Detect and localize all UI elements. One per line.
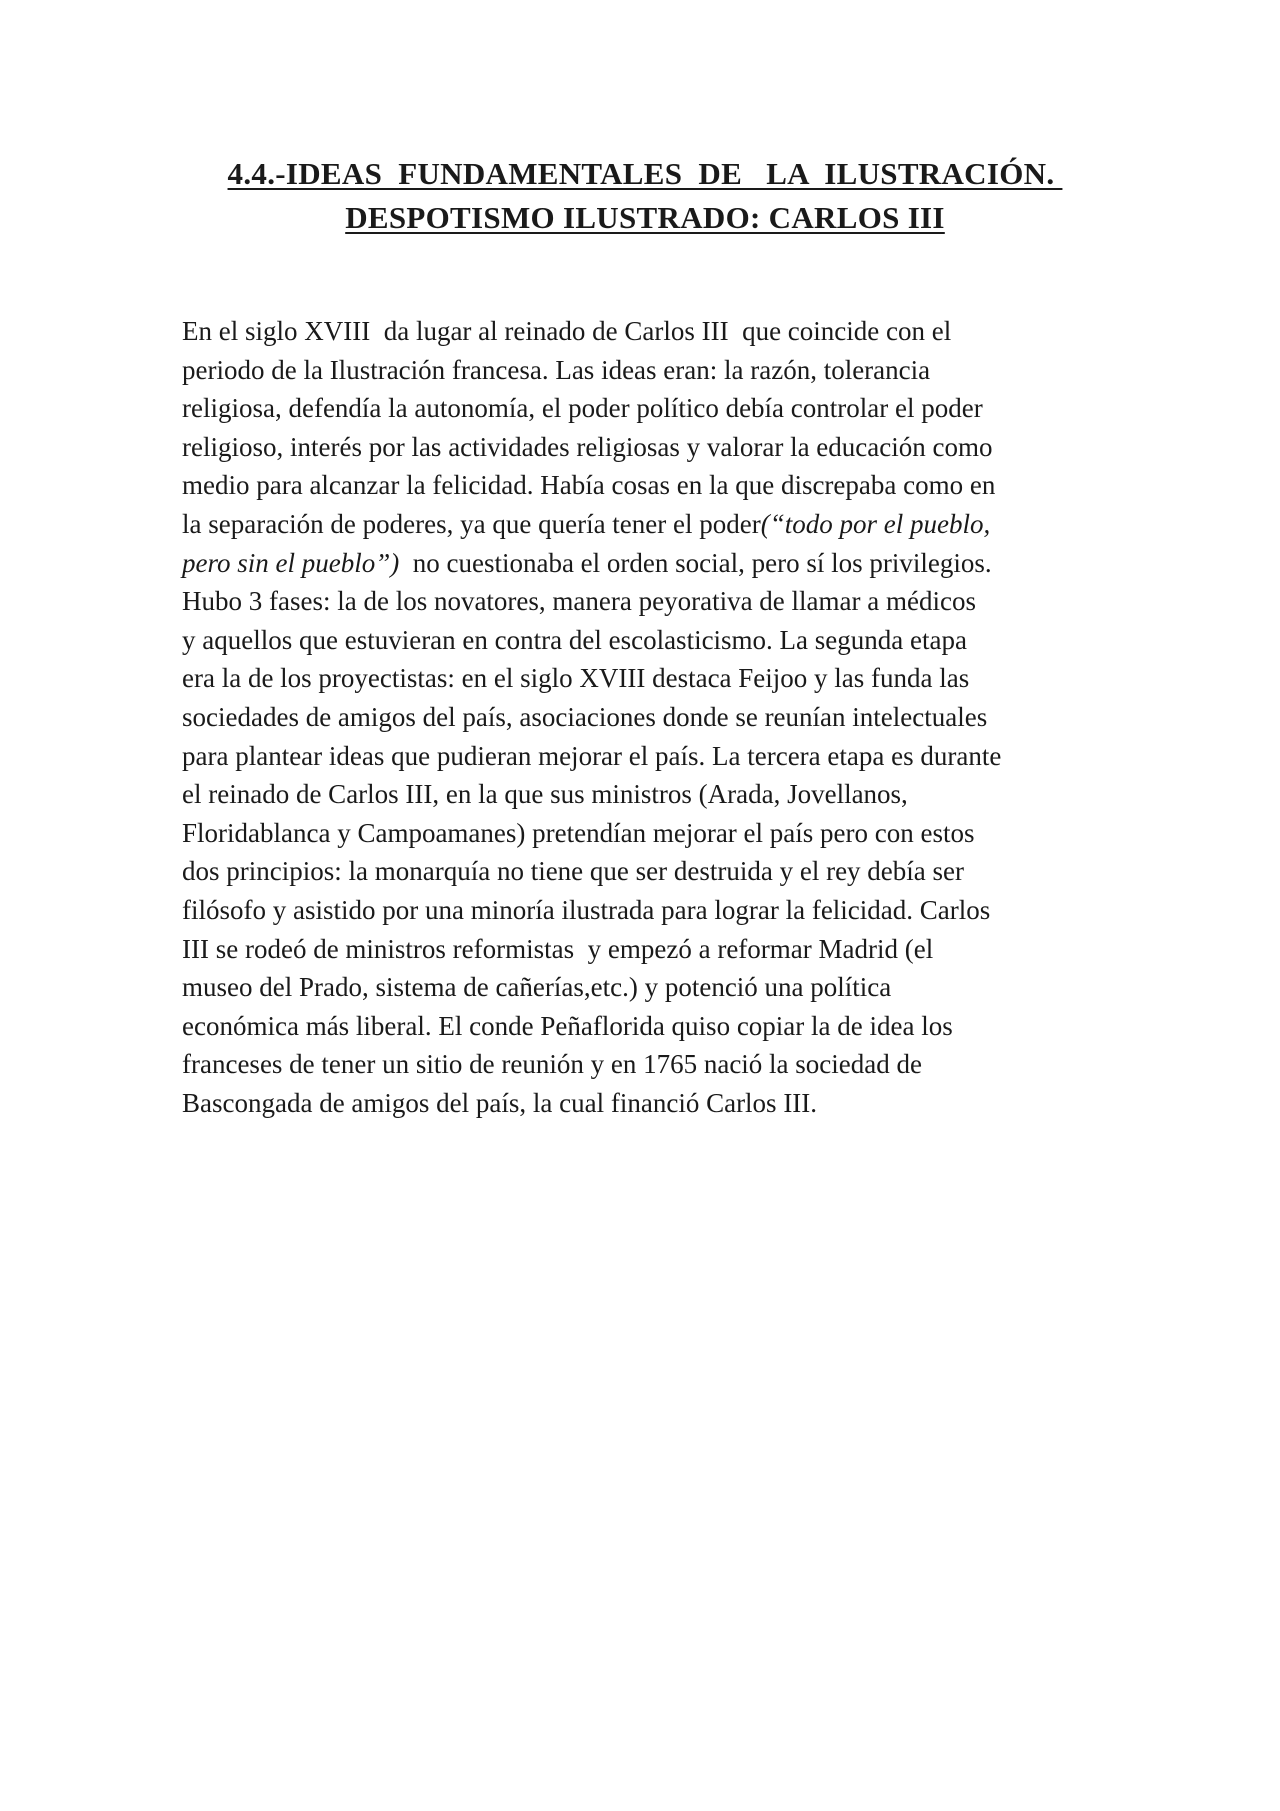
paragraph-line: el reinado de Carlos III, en la que sus ministros (Arada, Jovellanos, — [182, 779, 908, 810]
paragraph-line: Floridablanca y Campoamanes) pretendían mejorar el país pero con estos — [182, 817, 975, 848]
title-line-1: 4.4.-IDEAS FUNDAMENTALES DE LA ILUSTRACIÓN. — [227, 156, 1063, 191]
quote-text: (“todo por el pueblo, — [760, 508, 991, 539]
paragraph-line: económica más liberal. El conde Peñaflorida quiso copiar la de idea los — [182, 1010, 953, 1041]
paragraph-line: museo del Prado, sistema de cañerías,etc.) y potenció una política — [182, 972, 892, 1003]
paragraph-line: periodo de la Ilustración francesa. Las ideas eran: la razón, tolerancia — [182, 354, 931, 385]
paragraph-line — [182, 544, 1112, 583]
paragraph-line: Hubo 3 fases: la de los novatores, manera peyorativa de llamar a médicos — [182, 586, 976, 617]
paragraph-line: En el siglo XVIII da lugar al reinado de Carlos III que coincide con el — [182, 316, 952, 346]
paragraph-line: religioso, interés por las actividades religiosas y valorar la educación como — [182, 431, 993, 462]
paragraph-line: religiosa, defendía la autonomía, el poder político debía controlar el poder — [182, 393, 983, 424]
paragraph-line — [182, 505, 1112, 544]
title-line-2: DESPOTISMO ILUSTRADO: CARLOS III — [345, 200, 945, 235]
paragraph-line: filósofo y asistido por una minoría ilustrada para lograr la felicidad. Carlos — [182, 894, 991, 925]
paragraph-text: la separación de poderes, ya que quería tener el poder — [182, 508, 761, 539]
paragraph-line: y aquellos que estuvieran en contra del escolasticismo. La segunda etapa — [182, 624, 967, 655]
paragraph-line: dos principios: la monarquía no tiene que ser destruida y el rey debía ser — [182, 856, 965, 887]
paragraph-text: no cuestionaba el orden social, pero sí los privilegios. — [399, 547, 992, 578]
paragraph-line: era la de los proyectistas: en el siglo XVIII destaca Feijoo y las funda las — [182, 663, 970, 694]
paragraph-line: medio para alcanzar la felicidad. Había cosas en la que discrepaba como en — [182, 470, 996, 501]
body-paragraph — [182, 312, 1112, 1122]
paragraph-line: franceses de tener un sitio de reunión y en 1765 nació la sociedad de — [182, 1049, 922, 1080]
paragraph-line: III se rodeó de ministros reformistas y empezó a reformar Madrid (el — [182, 933, 934, 964]
paragraph-line: para plantear ideas que pudieran mejorar el país. La tercera etapa es durante — [182, 740, 1002, 771]
document-title — [150, 152, 1140, 240]
paragraph-line: Bascongada de amigos del país, la cual financió Carlos III. — [182, 1087, 818, 1118]
paragraph-line: sociedades de amigos del país, asociaciones donde se reunían intelectuales — [182, 701, 988, 732]
quote-text: pero sin el pueblo”) — [182, 547, 400, 578]
